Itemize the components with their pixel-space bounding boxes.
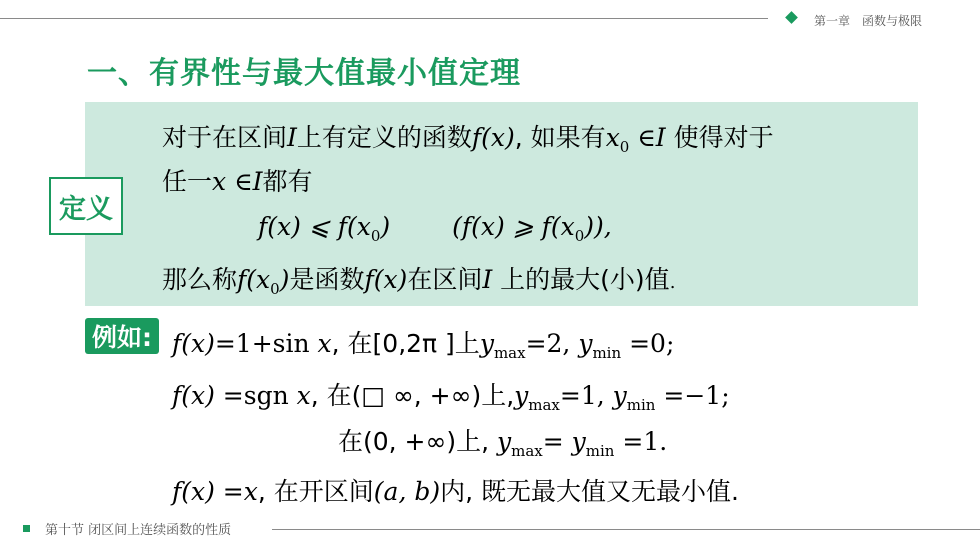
chapter-number: 第一章	[814, 14, 851, 28]
header-rule	[0, 18, 768, 19]
definition-formula: f(x) ⩽ $f(x_0)$ (f(x) ⩾ $f(x_0)$),	[258, 212, 612, 245]
definition-line-2: 任一x ∈I都有	[162, 167, 313, 196]
example-line-1: f(x)=1+sin x, 在[0,2π ]上$y_{max}=2$, $y_{min} =0$;	[172, 329, 675, 362]
example-line-2: f(x) =sgn x, 在(□ ∞, +∞)上$,y_{max}=1$, $y_{min} =-1$;	[172, 381, 730, 414]
example-tag: 例如:	[85, 318, 159, 354]
section-footer: 第十节 闭区间上连续函数的性质	[45, 523, 232, 538]
slide-title: 一、有界性与最大值最小值定理	[87, 56, 521, 91]
definition-tag: 定义	[49, 177, 123, 235]
example-line-3: 在(0, +∞)上, $y_{max}= y_{min} =1$.	[338, 427, 668, 460]
diamond-icon	[785, 11, 798, 24]
example-line-4: f(x) =x, 在开区间(a, b)内, 既无最大值又无最小值.	[172, 477, 739, 506]
definition-line-4: 那么称$f(x_0)$是函数f(x)在区间I 上的最大(小)值.	[162, 265, 676, 298]
footer-rule	[272, 529, 980, 530]
definition-line-1: 对于在区间I上有定义的函数f(x), 如果有$x_0$ ∈I 使得对于	[162, 123, 774, 156]
square-icon	[23, 525, 30, 532]
chapter-header	[814, 12, 934, 29]
chapter-title: 函数与极限	[862, 14, 923, 28]
